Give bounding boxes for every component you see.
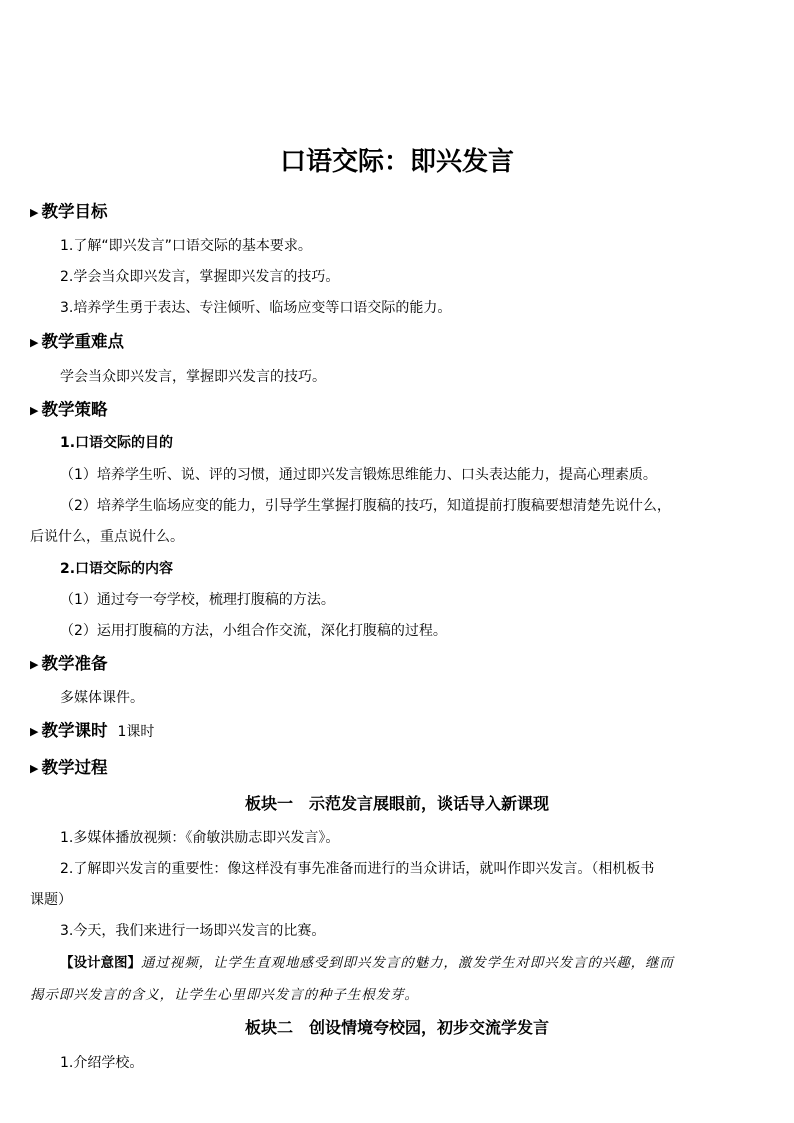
section-heading-process: ▶ 教学过程 — [30, 758, 108, 777]
triangle-bullet-icon: ▶ — [30, 658, 39, 671]
triangle-bullet-icon: ▶ — [30, 762, 39, 775]
hours-value: 1课时 — [117, 724, 155, 740]
goal-item: 1.了解“即兴发言”口语交际的基本要求。 — [60, 238, 312, 254]
triangle-bullet-icon: ▶ — [30, 404, 39, 417]
process-item-continuation: 课题） — [30, 892, 72, 908]
triangle-bullet-icon: ▶ — [30, 336, 39, 349]
process-item: 1.介绍学校。 — [60, 1055, 144, 1071]
document-title: 口语交际：即兴发言 — [279, 147, 514, 177]
strategy-item: （1）通过夸一夸学校，梳理打腹稿的方法。 — [60, 592, 335, 608]
process-item: 1.多媒体播放视频：《俞敏洪励志即兴发言》。 — [60, 830, 340, 846]
strategy-item: （2）培养学生临场应变的能力，引导学生掌握打腹稿的技巧，知道提前打腹稿要想清楚先说什么， — [60, 498, 671, 514]
section-heading-hours: ▶ 教学课时 1课时 — [30, 721, 155, 740]
triangle-bullet-icon: ▶ — [30, 206, 39, 219]
section-heading-strategy: ▶ 教学策略 — [30, 400, 108, 419]
block-title: 板块一 示范发言展眼前，谈话导入新课现 — [244, 794, 549, 813]
goal-item: 3.培养学生勇于表达、专注倾听、临场应变等口语交际的能力。 — [60, 300, 452, 316]
design-intent-tag: 【设计意图】 — [60, 955, 141, 971]
process-item: 2.了解即兴发言的重要性：像这样没有事先准备而进行的当众讲话，就叫作即兴发言。（相机板书 — [60, 861, 655, 877]
section-heading-prep: ▶ 教学准备 — [30, 654, 108, 673]
key-points-text: 学会当众即兴发言，掌握即兴发言的技巧。 — [60, 369, 326, 385]
block-title: 板块二 创设情境夸校园，初步交流学发言 — [244, 1018, 549, 1037]
design-intent-note-continuation: 揭示即兴发言的含义，让学生心里即兴发言的种子生根发芽。 — [30, 987, 419, 1003]
strategy-subheading: 1.口语交际的目的 — [60, 435, 174, 451]
strategy-subheading: 2.口语交际的内容 — [60, 561, 174, 577]
process-item: 3.今天，我们来进行一场即兴发言的比赛。 — [60, 923, 326, 939]
prep-text: 多媒体课件。 — [60, 690, 144, 706]
strategy-item: （2）运用打腹稿的方法，小组合作交流，深化打腹稿的过程。 — [60, 623, 447, 639]
strategy-item: （1）培养学生听、说、评的习惯，通过即兴发言锻炼思维能力、口头表达能力，提高心理素质。 — [60, 467, 657, 483]
design-intent-note: 【设计意图】通过视频，让学生直观地感受到即兴发言的魅力，激发学生对即兴发言的兴趣，继而 — [60, 955, 674, 971]
section-heading-key-points: ▶ 教学重难点 — [30, 332, 124, 351]
strategy-item-continuation: 后说什么，重点说什么。 — [30, 529, 184, 545]
section-heading-goals: ▶ 教学目标 — [30, 202, 108, 221]
goal-item: 2.学会当众即兴发言，掌握即兴发言的技巧。 — [60, 269, 340, 285]
triangle-bullet-icon: ▶ — [30, 725, 39, 738]
